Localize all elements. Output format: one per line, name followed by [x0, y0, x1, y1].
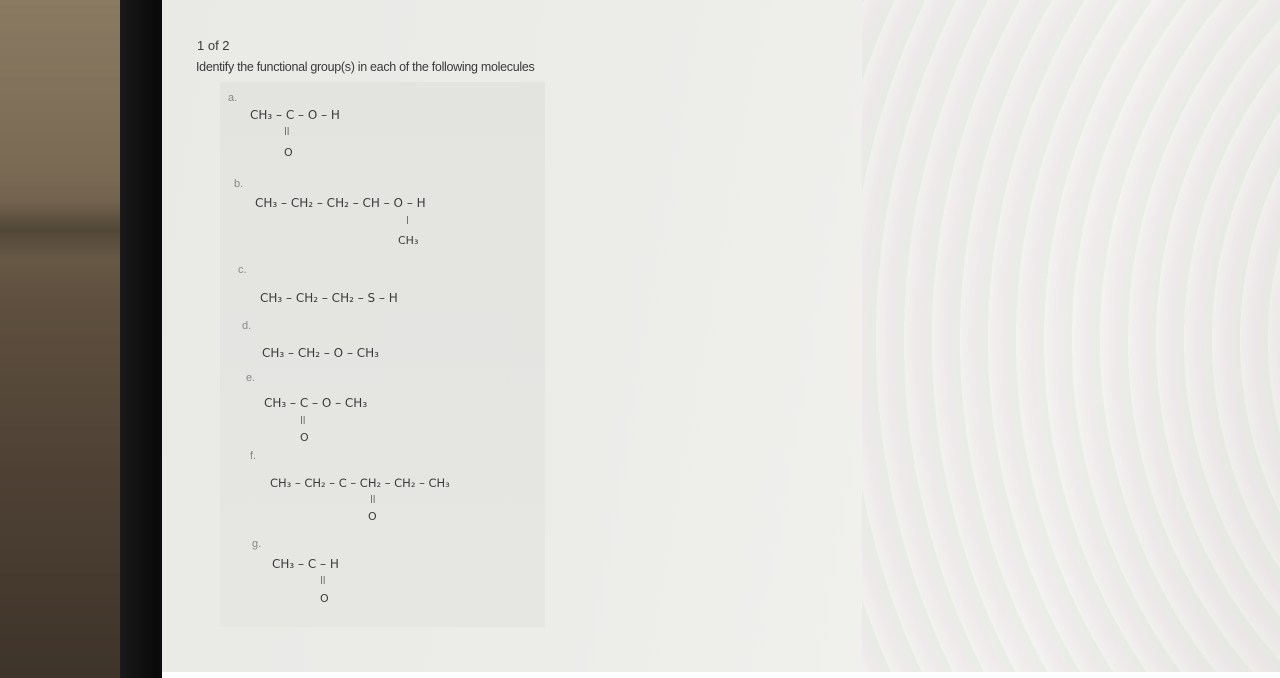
molecule-letter: g. — [252, 538, 262, 550]
molecule-formula: CH₃ – C – H — [272, 557, 339, 571]
monitor-screen — [162, 0, 1280, 672]
molecule-letter: b. — [234, 178, 244, 190]
molecule-letter: f. — [250, 450, 257, 462]
molecule-substituent: O — [320, 592, 329, 605]
molecule-substituent: CH₃ — [398, 234, 419, 247]
desk-background — [0, 0, 130, 678]
molecule-formula: CH₃ – CH₂ – CH₂ – CH – O – H — [255, 196, 426, 210]
molecule-letter: c. — [238, 264, 247, 276]
molecule-formula: CH₃ – CH₂ – C – CH₂ – CH₂ – CH₃ — [270, 476, 450, 490]
molecule-substituent: O — [300, 431, 309, 444]
molecule-substituent: O — [368, 510, 377, 523]
single-bond-mark: | — [406, 215, 409, 224]
double-bond-mark: || — [300, 415, 306, 424]
molecule-formula: CH₃ – CH₂ – O – CH₃ — [262, 346, 379, 360]
screen-bottom-edge — [162, 672, 1280, 678]
double-bond-mark: || — [284, 126, 290, 135]
molecule-letter: d. — [242, 320, 252, 332]
molecule-letter: a. — [228, 92, 238, 104]
double-bond-mark: || — [320, 575, 326, 584]
double-bond-mark: || — [370, 494, 376, 503]
molecule-substituent: O — [284, 146, 293, 159]
page-counter: 1 of 2 — [197, 38, 230, 53]
desk-shadow — [0, 200, 130, 260]
molecule-formula: CH₃ – CH₂ – CH₂ – S – H — [260, 291, 398, 305]
molecules-image — [220, 82, 545, 627]
question-instruction: Identify the functional group(s) in each of the following molecules — [196, 60, 535, 74]
molecule-formula: CH₃ – C – O – CH₃ — [264, 396, 368, 410]
molecule-letter: e. — [246, 372, 256, 384]
molecule-formula: CH₃ – C – O – H — [250, 108, 340, 122]
screen-moire — [862, 0, 1280, 672]
